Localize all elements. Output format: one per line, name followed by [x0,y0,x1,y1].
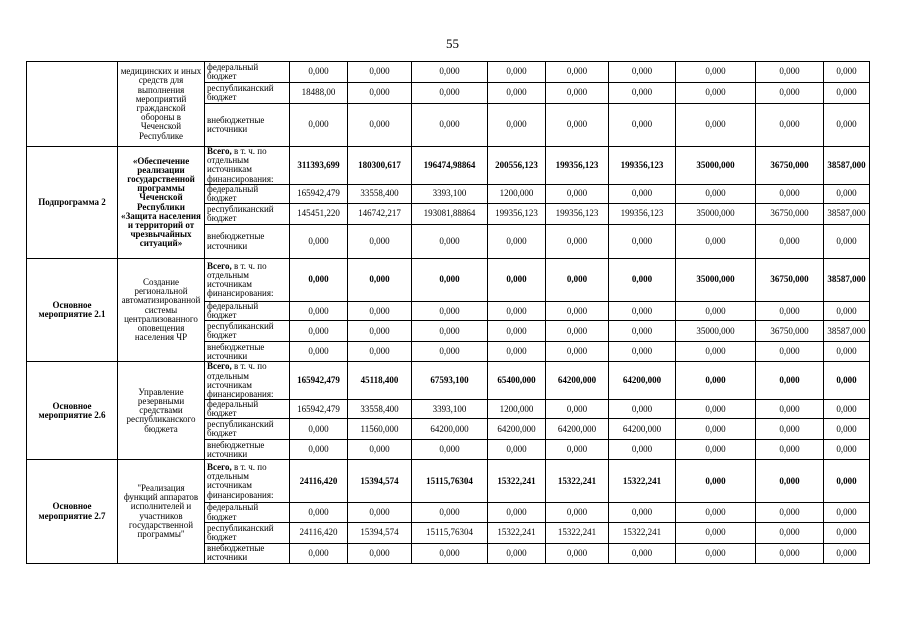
funding-source-label: внебюджетные источники [207,341,265,361]
amount-cell: 0,000 [290,302,348,321]
amount-cell: 0,000 [546,184,609,203]
amount-cell: 0,000 [348,503,412,522]
amount-cell: 15115,76304 [412,522,488,543]
funding-source [205,522,290,543]
program-description: Управление резервными средствами республиканского бюджета [118,362,205,460]
amount-cell: 0,000 [546,440,609,460]
amount-cell: 0,000 [609,83,676,104]
amount-cell: 0,000 [756,342,824,362]
funding-source [205,321,290,342]
funding-source [205,460,290,503]
amount-cell: 0,000 [348,225,412,259]
amount-cell: 200556,123 [488,147,546,185]
funding-source-label: федеральный бюджет [207,301,259,321]
amount-cell: 0,000 [546,321,609,342]
funding-source [205,259,290,302]
amount-cell: 0,000 [488,83,546,104]
amount-cell: 0,000 [348,321,412,342]
amount-cell: 199356,123 [609,204,676,225]
page-number: 55 [446,36,459,51]
funding-source-label: внебюджетные источники [207,543,265,563]
funding-source-label: внебюджетные источники [207,439,265,459]
program-name [27,62,118,147]
amount-cell: 0,000 [290,342,348,362]
amount-cell: 0,000 [824,342,870,362]
amount-cell: 35000,000 [676,321,756,342]
amount-cell: 0,000 [824,543,870,563]
funding-source [205,302,290,321]
amount-cell: 0,000 [824,302,870,321]
amount-cell: 165942,479 [290,184,348,203]
amount-cell: 15322,241 [546,522,609,543]
amount-cell: 0,000 [676,440,756,460]
funding-source-total-label: Всего, [207,361,232,372]
amount-cell: 0,000 [412,321,488,342]
amount-cell: 0,000 [609,342,676,362]
amount-cell: 0,000 [609,62,676,83]
amount-cell: 0,000 [676,522,756,543]
amount-cell: 15394,574 [348,460,412,503]
funding-source [205,62,290,83]
amount-cell: 0,000 [609,543,676,563]
budget-table [26,61,870,564]
amount-cell: 0,000 [609,400,676,419]
amount-cell: 0,000 [488,503,546,522]
amount-cell: 193081,88864 [412,204,488,225]
amount-cell: 199356,123 [609,147,676,185]
amount-cell: 0,000 [412,259,488,302]
amount-cell: 0,000 [546,62,609,83]
amount-cell: 24116,420 [290,522,348,543]
amount-cell: 0,000 [824,460,870,503]
amount-cell: 311393,699 [290,147,348,185]
amount-cell: 0,000 [488,543,546,563]
amount-cell: 0,000 [546,503,609,522]
amount-cell: 0,000 [348,83,412,104]
amount-cell: 0,000 [676,400,756,419]
funding-source-label: республиканский бюджет [207,203,274,224]
amount-cell: 38587,000 [824,204,870,225]
amount-cell: 199356,123 [546,204,609,225]
amount-cell: 0,000 [676,62,756,83]
amount-cell: 0,000 [412,104,488,147]
amount-cell: 0,000 [756,460,824,503]
amount-cell: 0,000 [609,321,676,342]
amount-cell: 0,000 [756,522,824,543]
funding-source [205,503,290,522]
funding-source [205,543,290,563]
amount-cell: 199356,123 [546,147,609,185]
amount-cell: 0,000 [488,104,546,147]
amount-cell: 0,000 [676,543,756,563]
amount-cell: 35000,000 [676,259,756,302]
program-description: "Реализация функций аппаратов исполнителей и участников государственной программы" [118,460,205,563]
amount-cell: 0,000 [824,362,870,400]
amount-cell: 196474,98864 [412,147,488,185]
amount-cell: 0,000 [290,104,348,147]
amount-cell: 0,000 [756,419,824,440]
funding-source [205,362,290,400]
amount-cell: 0,000 [676,419,756,440]
amount-cell: 0,000 [348,104,412,147]
amount-cell: 0,000 [824,83,870,104]
amount-cell: 15322,241 [546,460,609,503]
program-name: Подпрограмма 2 [27,147,118,259]
amount-cell: 64200,000 [609,362,676,400]
amount-cell: 0,000 [676,184,756,203]
amount-cell: 15322,241 [488,522,546,543]
amount-cell: 15322,241 [609,522,676,543]
amount-cell: 36750,000 [756,321,824,342]
funding-source [205,147,290,185]
amount-cell: 0,000 [756,440,824,460]
amount-cell: 33558,400 [348,400,412,419]
amount-cell: 0,000 [546,104,609,147]
amount-cell: 199356,123 [488,204,546,225]
amount-cell: 0,000 [412,225,488,259]
amount-cell: 15394,574 [348,522,412,543]
amount-cell: 0,000 [546,342,609,362]
amount-cell: 0,000 [546,225,609,259]
funding-source [205,440,290,460]
amount-cell: 15322,241 [609,460,676,503]
funding-source [205,400,290,419]
amount-cell: 0,000 [756,400,824,419]
amount-cell: 64200,000 [546,419,609,440]
funding-source-label: республиканский бюджет [207,82,274,102]
funding-source-label: федеральный бюджет [207,399,259,419]
amount-cell: 0,000 [756,543,824,563]
amount-cell: 0,000 [488,259,546,302]
amount-cell: 0,000 [290,321,348,342]
amount-cell: 0,000 [609,503,676,522]
amount-cell: 0,000 [412,342,488,362]
table-row [27,362,870,400]
amount-cell: 18488,00 [290,83,348,104]
amount-cell: 0,000 [756,503,824,522]
amount-cell: 0,000 [546,543,609,563]
funding-source-label: в т. ч. по отдельным источникам финансирования: [207,260,274,299]
amount-cell: 0,000 [676,342,756,362]
amount-cell: 0,000 [824,522,870,543]
program-description: Создание региональной автоматизированной системы централизованного оповещения населения ЧР [118,259,205,362]
funding-source [205,419,290,440]
funding-source-label: внебюджетные источники [207,231,265,251]
amount-cell: 64200,000 [609,419,676,440]
amount-cell: 0,000 [412,302,488,321]
amount-cell: 36750,000 [756,259,824,302]
amount-cell: 0,000 [290,225,348,259]
amount-cell: 0,000 [546,400,609,419]
funding-source-label: федеральный бюджет [207,502,259,522]
funding-source [205,184,290,203]
amount-cell: 0,000 [412,83,488,104]
funding-source-label: в т. ч. по отдельным источникам финансирования: [207,146,274,184]
funding-source [205,204,290,225]
amount-cell: 0,000 [609,104,676,147]
amount-cell: 0,000 [824,62,870,83]
funding-source [205,83,290,104]
funding-source-label: в т. ч. по отдельным источникам финансирования: [207,361,274,399]
amount-cell: 0,000 [290,543,348,563]
amount-cell: 0,000 [676,83,756,104]
program-description: медицинских и иных средств для выполнения мероприятий гражданской обороны в Чеченской Республике [118,62,205,147]
amount-cell: 0,000 [756,362,824,400]
amount-cell: 35000,000 [676,147,756,185]
amount-cell: 0,000 [824,419,870,440]
funding-source-label: республиканский бюджет [207,321,274,341]
amount-cell: 165942,479 [290,400,348,419]
amount-cell: 180300,617 [348,147,412,185]
amount-cell: 15115,76304 [412,460,488,503]
amount-cell: 67593,100 [412,362,488,400]
amount-cell: 0,000 [824,440,870,460]
amount-cell: 45118,400 [348,362,412,400]
amount-cell: 0,000 [756,104,824,147]
funding-source-label: федеральный бюджет [207,61,259,81]
amount-cell: 0,000 [609,184,676,203]
table-row [27,259,870,302]
amount-cell: 0,000 [546,83,609,104]
program-name: Основное мероприятие 2.1 [27,259,118,362]
amount-cell: 38587,000 [824,321,870,342]
amount-cell: 38587,000 [824,147,870,185]
amount-cell: 15322,241 [488,460,546,503]
amount-cell: 0,000 [488,342,546,362]
amount-cell: 0,000 [348,62,412,83]
amount-cell: 146742,217 [348,204,412,225]
table-row [27,62,870,83]
amount-cell: 0,000 [348,259,412,302]
funding-source-label: республиканский бюджет [207,419,274,439]
amount-cell: 0,000 [676,104,756,147]
amount-cell: 0,000 [756,83,824,104]
amount-cell: 0,000 [488,302,546,321]
amount-cell: 0,000 [488,62,546,83]
amount-cell: 0,000 [824,225,870,259]
program-name: Основное мероприятие 2.7 [27,460,118,563]
amount-cell: 0,000 [609,302,676,321]
amount-cell: 0,000 [756,225,824,259]
amount-cell: 24116,420 [290,460,348,503]
funding-source [205,225,290,259]
amount-cell: 0,000 [756,184,824,203]
amount-cell: 0,000 [609,259,676,302]
amount-cell: 3393,100 [412,400,488,419]
amount-cell: 0,000 [412,440,488,460]
amount-cell: 0,000 [488,440,546,460]
amount-cell: 36750,000 [756,147,824,185]
amount-cell: 0,000 [290,419,348,440]
amount-cell: 0,000 [676,503,756,522]
funding-source [205,104,290,147]
amount-cell: 36750,000 [756,204,824,225]
amount-cell: 0,000 [546,259,609,302]
amount-cell: 0,000 [290,503,348,522]
amount-cell: 0,000 [348,302,412,321]
amount-cell: 0,000 [348,543,412,563]
funding-source-total-label: Всего, [207,260,232,271]
table-row [27,147,870,185]
program-description: «Обеспечение реализации государственной программы Чеченской Республики «Защита населения и территорий от чрезвычайных ситуаций» [118,147,205,259]
amount-cell: 0,000 [676,460,756,503]
amount-cell: 33558,400 [348,184,412,203]
table-body [27,62,870,564]
funding-source [205,342,290,362]
program-name: Основное мероприятие 2.6 [27,362,118,460]
amount-cell: 35000,000 [676,204,756,225]
amount-cell: 145451,220 [290,204,348,225]
amount-cell: 1200,000 [488,400,546,419]
amount-cell: 0,000 [290,259,348,302]
amount-cell: 0,000 [676,302,756,321]
amount-cell: 38587,000 [824,259,870,302]
amount-cell: 0,000 [756,62,824,83]
amount-cell: 0,000 [824,184,870,203]
amount-cell: 0,000 [824,400,870,419]
amount-cell: 0,000 [824,104,870,147]
amount-cell: 0,000 [676,362,756,400]
amount-cell: 0,000 [756,302,824,321]
amount-cell: 0,000 [412,543,488,563]
amount-cell: 64200,000 [412,419,488,440]
amount-cell: 65400,000 [488,362,546,400]
funding-source-label: внебюджетные источники [207,114,265,134]
amount-cell: 1200,000 [488,184,546,203]
amount-cell: 64200,000 [546,362,609,400]
table-row [27,460,870,503]
amount-cell: 0,000 [609,225,676,259]
funding-source-label: республиканский бюджет [207,522,274,542]
amount-cell: 0,000 [348,342,412,362]
amount-cell: 0,000 [290,62,348,83]
funding-source-total-label: Всего, [207,462,232,473]
amount-cell: 0,000 [824,503,870,522]
amount-cell: 0,000 [488,321,546,342]
funding-source-label: федеральный бюджет [207,184,259,203]
amount-cell: 64200,000 [488,419,546,440]
amount-cell: 165942,479 [290,362,348,400]
amount-cell: 0,000 [488,225,546,259]
amount-cell: 0,000 [412,62,488,83]
funding-source-label: в т. ч. по отдельным источникам финансирования: [207,462,274,500]
amount-cell: 0,000 [546,302,609,321]
amount-cell: 0,000 [609,440,676,460]
amount-cell: 11560,000 [348,419,412,440]
funding-source-total-label: Всего, [207,146,232,156]
amount-cell: 0,000 [676,225,756,259]
amount-cell: 0,000 [290,440,348,460]
amount-cell: 3393,100 [412,184,488,203]
amount-cell: 0,000 [412,503,488,522]
amount-cell: 0,000 [348,440,412,460]
